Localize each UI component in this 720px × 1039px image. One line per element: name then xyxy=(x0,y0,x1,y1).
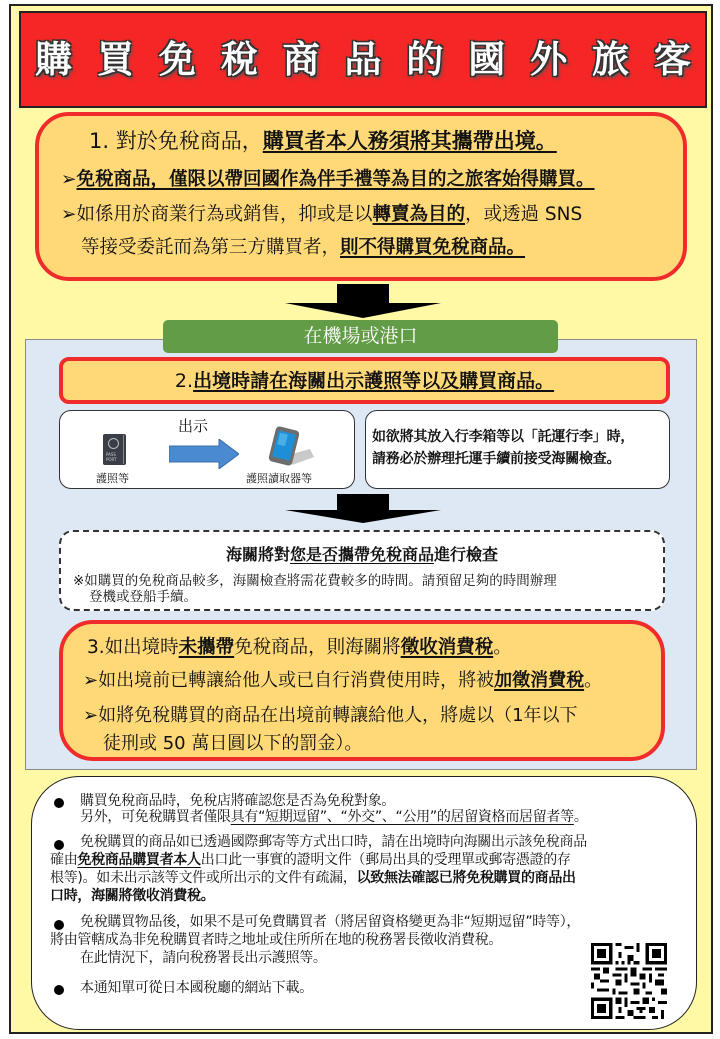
bullet-text: ，或透過 SNS xyxy=(465,204,583,225)
note-item-2-line-3 xyxy=(50,870,576,887)
bullet-dot-icon xyxy=(54,840,64,850)
title-char: 免 xyxy=(158,38,196,81)
note-text: 。 xyxy=(573,809,588,825)
note-text: 確由 xyxy=(50,852,78,868)
note-item-1-line-2 xyxy=(80,809,588,826)
section-3-heading xyxy=(87,634,661,662)
airport-tab-label: 在機場或港口 xyxy=(163,320,558,353)
bullet-text: 如將免稅購買的商品在出境前轉讓給他人，將處以（1年以下 xyxy=(98,705,578,726)
inspection-title-emphasis: 您是否攜帶免稅商品 xyxy=(289,545,434,564)
bullet-emphasis: 轉賣為目的 xyxy=(372,204,466,225)
bullet-text: 如出境前已轉讓給他人或已自行消費使用時，將被 xyxy=(98,670,495,691)
section-1-bullet-1 xyxy=(61,165,661,195)
title-banner xyxy=(19,11,707,108)
show-label: 出示 xyxy=(178,417,209,435)
section-2-text: 出境時請在海關出示護照等以及購買商品。 xyxy=(193,370,555,392)
heading-text: 。 xyxy=(493,637,512,658)
bullet-text: 。 xyxy=(584,670,603,691)
note-item-3-line-3: 在此情況下，請向稅務署長出示護照等。 xyxy=(80,950,327,966)
passport-label: 護照等 xyxy=(96,472,129,485)
bullet-dot-icon xyxy=(54,920,64,930)
section-3-bullet-2-cont: 徒刑或 50 萬日圓以下的罰金）。 xyxy=(103,733,363,754)
section-1-bullet-2 xyxy=(61,200,661,230)
note-item-4: 本通知單可從日本國稅廳的網站下載。 xyxy=(80,980,313,996)
heading-text: 對於免稅商品， xyxy=(115,129,263,153)
inspection-title-text: 海關將對 xyxy=(225,545,290,564)
note-text: 另外，可免稅購買者僅限 xyxy=(80,809,231,825)
title-char: 稅 xyxy=(220,38,258,81)
bullet-dot-icon xyxy=(54,798,64,808)
note-emphasis: 具有“短期逗留”、“外交”、“公用”的居留資格而居留者等 xyxy=(230,809,574,825)
title-char: 的 xyxy=(406,38,444,81)
note-text: 根等)。如未出示該等文件或所出示的文件有疏漏， xyxy=(50,870,357,886)
inspection-title xyxy=(61,542,663,565)
checked-baggage-panel xyxy=(365,410,670,489)
note-item-2: 免稅購買的商品如已透過國際郵寄等方式出口時，請在出境時向海關出示該免稅商品 xyxy=(80,834,587,850)
section-2-box xyxy=(59,357,670,404)
note-emphasis: 免稅商品購買者本人 xyxy=(77,852,201,868)
checked-baggage-text: 請務必於辦理托運手續前接受海關檢查。 xyxy=(372,451,621,467)
reader-label: 護照讀取器等 xyxy=(246,472,312,485)
bullet-text: 如係用於商業行為或銷售，抑或是以 xyxy=(76,204,373,225)
qr-code-icon[interactable] xyxy=(588,943,670,1019)
note-item-3: 免稅購買物品後，如果不是可免費購買者（將居留資格變更為非“短期逗留”時等）， xyxy=(80,914,581,930)
right-arrow-icon xyxy=(169,439,239,469)
title-char: 旅 xyxy=(592,38,630,81)
note-item-1 xyxy=(80,793,395,810)
inspection-box xyxy=(59,530,665,611)
section-1-bullet-2-cont xyxy=(81,233,661,263)
arrow-bullet-icon: ➢ xyxy=(83,705,99,726)
note-text: 出口此一事實的證明文件（郵局出具的受理單或郵寄憑證的存 xyxy=(200,852,571,868)
title-char: 購 xyxy=(35,38,72,81)
title-char: 買 xyxy=(96,38,134,81)
bullet-emphasis: 加徵消費稅 xyxy=(494,670,585,691)
heading-emphasis: 徵收消費稅 xyxy=(400,637,494,658)
section-number: 2. xyxy=(174,370,194,392)
section-number: 1. xyxy=(89,129,110,153)
bullet-emphasis: 則不得購買免稅商品。 xyxy=(340,237,526,258)
note-item-3-line-2: 將由管轄成為非免稅購買者時之地址或住所所在地的稅務署長徵收消費稅。 xyxy=(50,932,503,948)
section-3-bullet-2 xyxy=(83,702,661,730)
passport-icon-text: PORT xyxy=(106,457,117,462)
arrow-bullet-icon: ➢ xyxy=(83,670,99,691)
heading-text: 免稅商品，則海關將 xyxy=(234,637,401,658)
note-item-2-line-4: 口時，海關將徵收消費稅。 xyxy=(50,888,215,904)
heading-text: 3.如出境時 xyxy=(87,637,179,658)
bullet-text: 免稅商品，僅限以帶回國作為伴手禮等為目的之旅客始得購買。 xyxy=(76,169,595,190)
down-arrow-icon xyxy=(285,494,442,524)
passport-icon-text: PASS xyxy=(106,452,116,457)
heading-emphasis: 未攜帶 xyxy=(178,637,235,658)
title-char: 外 xyxy=(530,38,568,81)
section-1-heading xyxy=(89,126,661,156)
inspection-note: ※如購買的免稅商品較多，海關檢查將需花費較多的時間。請預留足夠的時間辦理 xyxy=(73,573,557,589)
inspection-note: 登機或登船手續。 xyxy=(89,589,197,605)
section-3-box xyxy=(59,620,665,761)
passport-icon xyxy=(103,434,126,465)
title-char: 客 xyxy=(653,38,691,81)
section-1-box xyxy=(35,112,687,281)
bullet-dot-icon xyxy=(54,985,64,995)
note-text: 購買免稅商品時，免稅店將確認您是否為免稅對象。 xyxy=(80,793,396,809)
title-char: 品 xyxy=(344,38,382,81)
note-item-2-line-2 xyxy=(50,852,571,869)
bullet-text: 等接受委託而為第三方購買者， xyxy=(81,237,341,258)
title-char: 商 xyxy=(282,38,320,81)
checked-baggage-text: 如欲將其放入行李箱等以「託運行李」時， xyxy=(372,429,635,445)
inspection-title-text: 進行檢查 xyxy=(434,545,499,564)
down-arrow-icon xyxy=(285,284,442,318)
arrow-bullet-icon: ➢ xyxy=(61,204,77,225)
heading-emphasis: 購買者本人務須將其攜帶出境。 xyxy=(262,129,557,153)
note-emphasis: 以致無法確認已將免稅購買的商品出 xyxy=(356,870,576,886)
title-char: 國 xyxy=(468,38,506,81)
section-3-bullet-1 xyxy=(83,667,661,695)
passport-reader-icon xyxy=(266,425,316,471)
arrow-bullet-icon: ➢ xyxy=(61,169,77,190)
